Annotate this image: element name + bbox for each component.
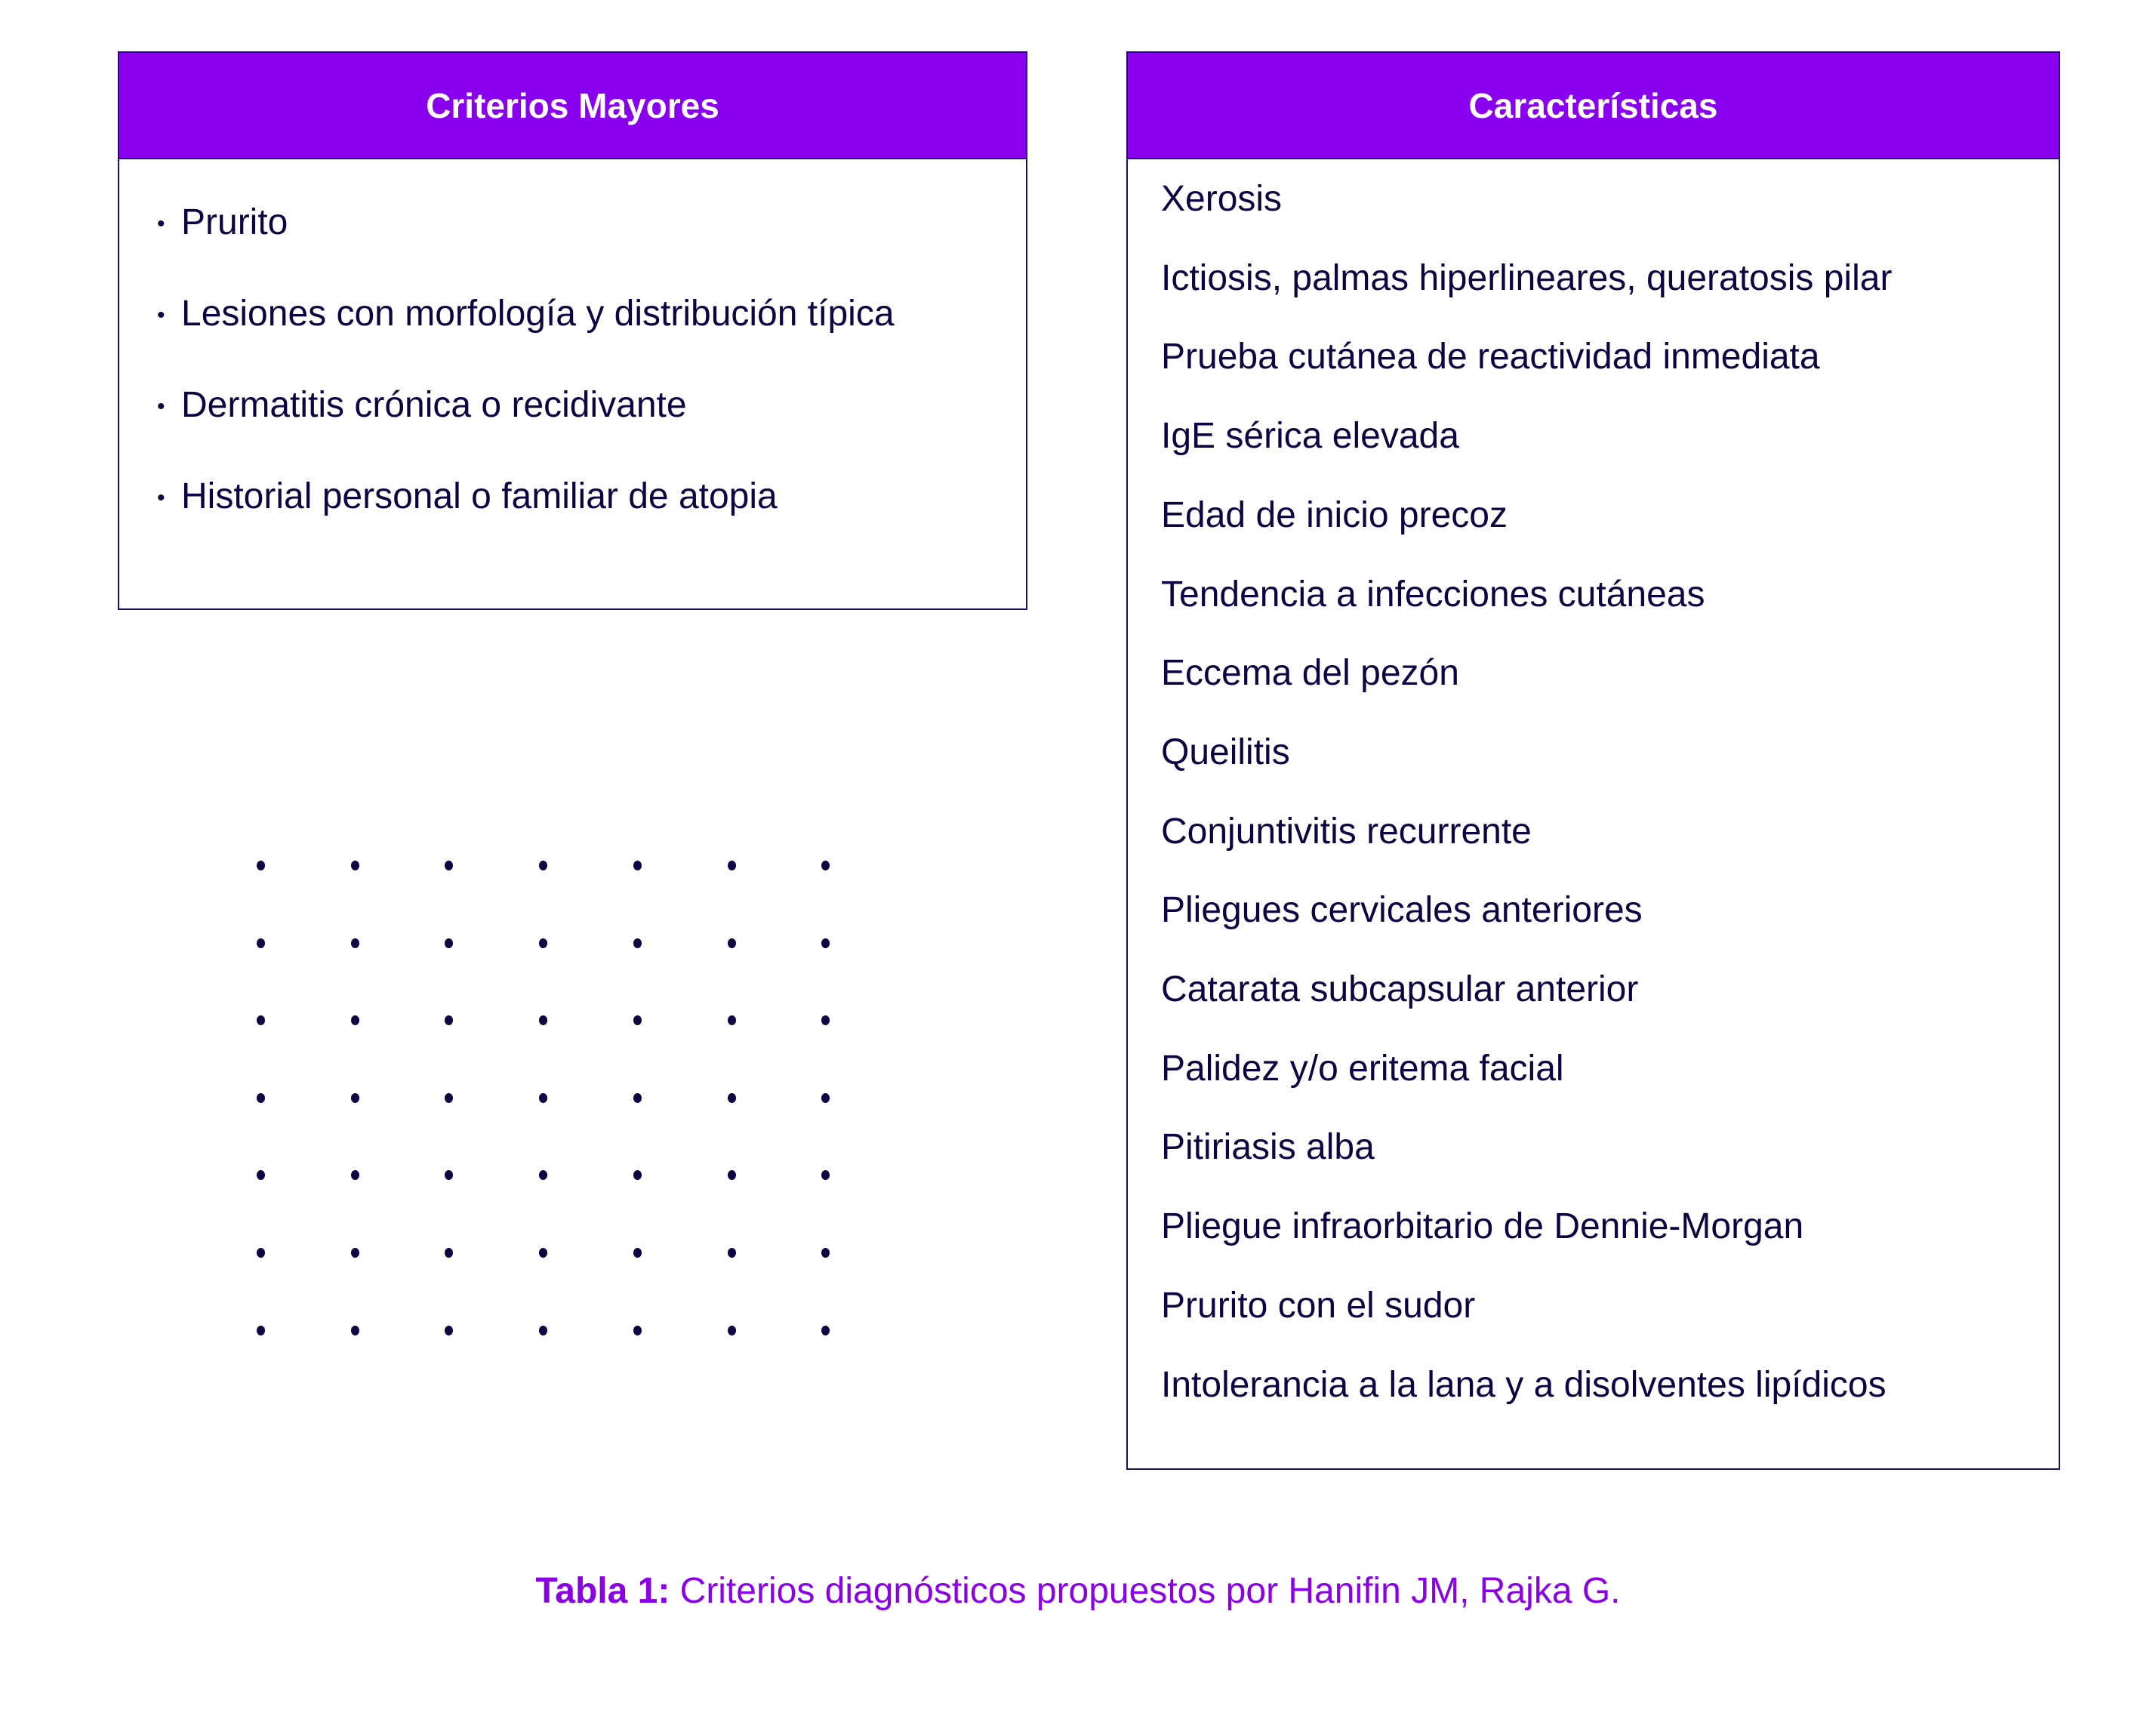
grid-dot <box>445 1326 453 1335</box>
bullet-icon: • <box>157 394 165 420</box>
grid-dot <box>633 1093 642 1103</box>
bullet-icon: • <box>157 485 165 511</box>
characteristic-item: Pliegues cervicales anteriores <box>1161 890 1643 931</box>
characteristic-item: Conjuntivitis recurrente <box>1161 811 1532 852</box>
grid-dot <box>633 1015 642 1025</box>
characteristic-item: Pitiriasis alba <box>1161 1127 1375 1168</box>
grid-dot <box>633 861 642 870</box>
grid-dot <box>445 1093 453 1103</box>
table-caption <box>0 1570 2156 1612</box>
grid-dot <box>539 938 547 948</box>
grid-dot <box>821 1015 830 1025</box>
grid-dot <box>445 861 453 870</box>
grid-dot <box>351 1093 359 1103</box>
major-criteria-item <box>157 384 687 428</box>
characteristic-item: Tendencia a infecciones cutáneas <box>1161 574 1705 615</box>
grid-dot <box>821 861 830 870</box>
characteristic-item: Ictiosis, palmas hiperlineares, queratosis pilar <box>1161 257 1893 298</box>
grid-dot <box>445 938 453 948</box>
grid-dot <box>539 1015 547 1025</box>
grid-dot <box>633 938 642 948</box>
grid-dot <box>728 1326 736 1335</box>
characteristic-item: Prurito con el sudor <box>1161 1285 1476 1326</box>
item-text: Dermatitis crónica o recidivante <box>181 385 687 425</box>
major-criteria-box <box>118 51 1027 610</box>
grid-dot <box>539 1170 547 1180</box>
item-text: Historial personal o familiar de atopia <box>181 476 778 516</box>
bullet-icon: • <box>157 211 165 237</box>
grid-dot <box>728 1015 736 1025</box>
characteristic-item: Intolerancia a la lana y a disolventes lipídicos <box>1161 1364 1886 1405</box>
characteristic-item: Eccema del pezón <box>1161 653 1459 694</box>
grid-dot <box>257 1015 265 1025</box>
major-criteria-item <box>157 293 895 337</box>
grid-dot <box>539 1248 547 1258</box>
characteristic-item: Xerosis <box>1161 179 1283 219</box>
grid-dot <box>351 1326 359 1335</box>
grid-dot <box>728 1093 736 1103</box>
bullet-icon: • <box>157 303 165 328</box>
grid-dot <box>445 1015 453 1025</box>
grid-dot <box>351 861 359 870</box>
characteristics-box <box>1126 51 2060 1470</box>
major-criteria-title: Criterios Mayores <box>119 53 1026 159</box>
grid-dot <box>821 1093 830 1103</box>
characteristic-item: Pliegue infraorbitario de Dennie-Morgan <box>1161 1206 1804 1247</box>
grid-dot <box>821 938 830 948</box>
grid-dot <box>539 1326 547 1335</box>
grid-dot <box>539 861 547 870</box>
grid-dot <box>257 1326 265 1335</box>
grid-dot <box>445 1170 453 1180</box>
grid-dot <box>351 1248 359 1258</box>
item-text: Prurito <box>181 202 288 242</box>
grid-dot <box>633 1326 642 1335</box>
grid-dot <box>257 938 265 948</box>
grid-dot <box>728 938 736 948</box>
grid-dot <box>821 1326 830 1335</box>
grid-dot <box>821 1248 830 1258</box>
grid-dot <box>351 938 359 948</box>
grid-dot <box>633 1248 642 1258</box>
grid-dot <box>728 1248 736 1258</box>
major-criteria-item <box>157 476 778 519</box>
grid-dot <box>257 861 265 870</box>
grid-dot <box>257 1093 265 1103</box>
grid-dot <box>351 1015 359 1025</box>
grid-dot <box>633 1170 642 1180</box>
grid-dot <box>351 1170 359 1180</box>
characteristic-item: IgE sérica elevada <box>1161 416 1459 457</box>
grid-dot <box>445 1248 453 1258</box>
grid-dot <box>728 1170 736 1180</box>
characteristic-item: Prueba cutánea de reactividad inmediata <box>1161 337 1820 377</box>
characteristic-item: Catarata subcapsular anterior <box>1161 969 1639 1009</box>
caption-label: Tabla 1: <box>535 1571 670 1611</box>
item-text: Lesiones con morfología y distribución típica <box>181 294 895 334</box>
characteristic-item: Edad de inicio precoz <box>1161 494 1508 535</box>
grid-dot <box>728 861 736 870</box>
characteristic-item: Palidez y/o eritema facial <box>1161 1048 1564 1089</box>
grid-dot <box>539 1093 547 1103</box>
characteristic-item: Queilitis <box>1161 732 1290 772</box>
characteristics-title: Características <box>1128 53 2059 159</box>
major-criteria-item <box>157 202 288 245</box>
grid-dot <box>821 1170 830 1180</box>
caption-text: Criterios diagnósticos propuestos por Hanifin JM, Rajka G. <box>670 1571 1621 1611</box>
grid-dot <box>257 1170 265 1180</box>
grid-dot <box>257 1248 265 1258</box>
